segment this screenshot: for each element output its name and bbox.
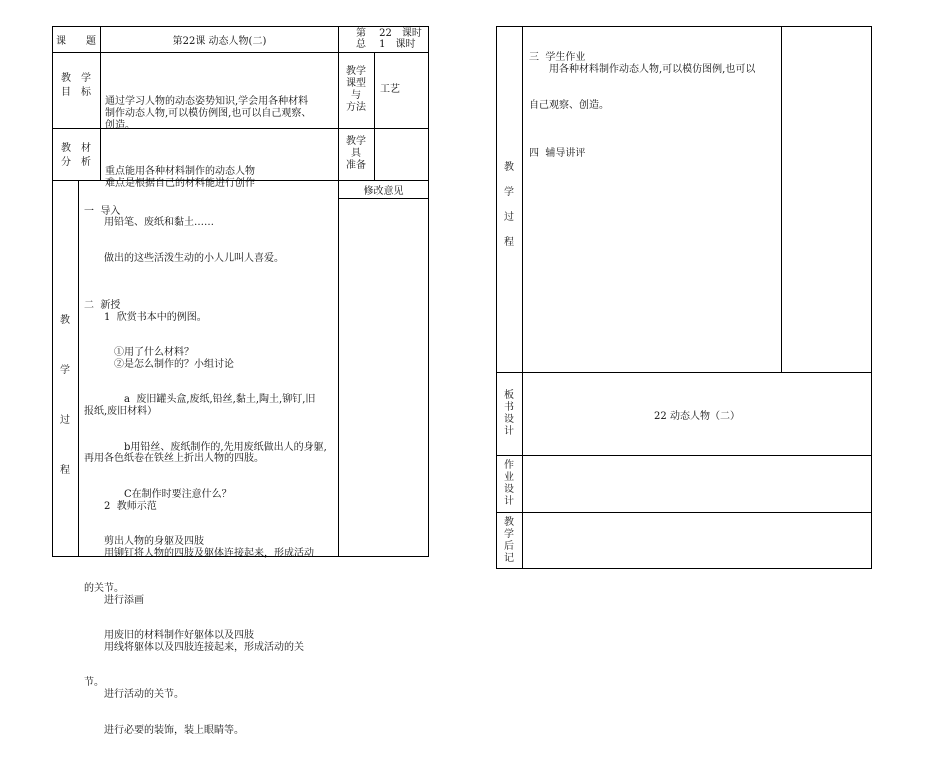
material-label: 教 材 分 析	[61, 143, 91, 168]
process-text: 一 导入 用铅笔、废纸和黏土…… 做出的这些活泼生动的小人儿叫人喜爱。 二 新授 1 欣赏书本中的例图。 ①用了什么材料？ ②是怎么制作的？小组讨论 a 废旧罐头盒,废纸,铅丝,黏土,陶土,铆钉,旧 报纸,废旧材料） b用铅丝、废纸制作的,先用废纸做出人的身躯, 再用各色纸卷在铁丝上折出人物的四肢。 C在制作时要注意什么？ 2 教师示范 剪出人物的身躯及四肢 用铆钉将人物的四肢及躯体连接起来，形成活动 的关节。 进行添画 用废旧的材料制作好躯体以及四肢 用线将躯体以及四肢连接起来，形成活动的关 节。 进行活动的关节。 进行必要的装饰，装上眼睛等。	[84, 205, 327, 736]
board-label: 板 书 设 计	[504, 390, 514, 437]
right-process-label: 教 学 过 程	[504, 162, 514, 248]
method-value: 工艺	[380, 84, 400, 95]
goal-label: 教 学 目 标	[61, 73, 91, 98]
homework-label: 作 业 设 计	[504, 460, 514, 507]
method-label: 教学 课型 与 方法	[346, 66, 366, 113]
subject-label: 课 题	[56, 36, 96, 47]
reflection-label: 教 学 后 记	[504, 517, 514, 564]
board-text: 22 动态人物（二）	[654, 410, 740, 422]
goal-text: 通过学习人物的动态姿势知识,学会用各种材料 制作动态人物,可以模仿例图,也可以自己观察、 创造。	[105, 96, 312, 131]
prep-label: 教学 具 准备	[346, 136, 366, 171]
material-text: 重点能用各种材料制作的动态人物 难点是根据自己的材料能进行创作	[105, 166, 255, 189]
lesson-title: 第22课 动态人物(二)	[172, 36, 267, 47]
right-process-text: 三 学生作业 用各种材料制作动态人物,可以模仿图例,也可以 自己观察、创造。 四 辅导讲评	[529, 52, 756, 159]
revision-label: 修改意见	[363, 186, 404, 197]
total-period-count: 总 1 课时	[356, 39, 416, 50]
period-count: 第 22 课时	[356, 28, 422, 39]
process-label: 教 学 过 程	[60, 315, 70, 476]
